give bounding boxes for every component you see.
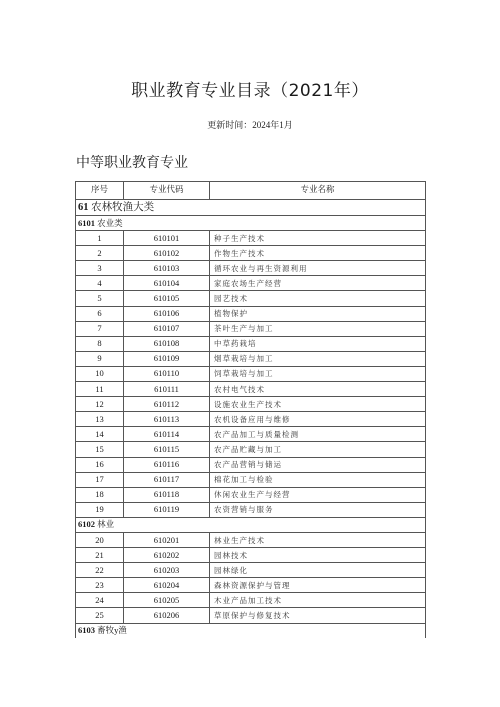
major-name: 农产品贮藏与加工: [210, 442, 426, 457]
table-row: [76, 351, 426, 366]
major-code: 610109: [124, 351, 210, 366]
major-name: 设施农业生产技术: [210, 397, 426, 412]
table-row: [76, 276, 426, 291]
major-name: 饲草栽培与加工: [210, 366, 426, 381]
major-code: 610103: [124, 261, 210, 276]
update-time: 更新时间：2024年1月: [207, 120, 293, 130]
subcategory-name: 农业类: [97, 217, 123, 228]
header-code: 专业代码: [124, 182, 210, 200]
major-code: 610113: [124, 412, 210, 427]
major-name: 园林技术: [210, 548, 426, 563]
major-name: 休闲农业生产与经营: [210, 487, 426, 502]
subcategory-name: 畜牧y渔: [97, 625, 127, 636]
table-row: [76, 593, 426, 608]
table-row: [76, 306, 426, 321]
subcategory-row: [76, 216, 426, 231]
major-name: 农资营销与服务: [210, 502, 426, 517]
major-name: 农机设备应用与维修: [210, 412, 426, 427]
table-row: [76, 382, 426, 397]
major-name: 农产品加工与质量检测: [210, 427, 426, 442]
major-name: 植物保护: [210, 306, 426, 321]
table-row: [76, 246, 426, 261]
subcategory-row: [76, 623, 426, 638]
category-row: [76, 200, 426, 216]
major-name: 棉花加工与检验: [210, 472, 426, 487]
table-row: [76, 231, 426, 246]
table-row: [76, 291, 426, 306]
major-code: 610105: [124, 291, 210, 306]
row-number: 6: [76, 306, 124, 321]
major-code: 610111: [124, 382, 210, 397]
table-row: [76, 397, 426, 412]
major-name: 园艺技术: [210, 291, 426, 306]
row-number: 7: [76, 321, 124, 336]
major-code: 610101: [124, 231, 210, 246]
row-number: 13: [76, 412, 124, 427]
header-no: 序号: [76, 182, 124, 200]
row-number: 11: [76, 382, 124, 397]
table-row: [76, 442, 426, 457]
row-number: 9: [76, 351, 124, 366]
subcategory-name: 林业: [97, 519, 115, 530]
table-body: [76, 200, 426, 638]
major-code: 610203: [124, 563, 210, 578]
row-number: 5: [76, 291, 124, 306]
major-name: 农产品营销与储运: [210, 457, 426, 472]
header-name: 专业名称: [210, 182, 426, 200]
table-row: [76, 548, 426, 563]
section-heading: 中等职业教育专业: [76, 155, 188, 171]
row-number: 19: [76, 502, 124, 517]
row-number: 14: [76, 427, 124, 442]
major-code: 610202: [124, 548, 210, 563]
major-name: 中草药栽培: [210, 336, 426, 351]
row-number: 25: [76, 608, 124, 623]
major-code: 610115: [124, 442, 210, 457]
document-title: 职业教育专业目录（2021年）: [131, 81, 369, 101]
table-row: [76, 578, 426, 593]
category-name: 农林牧渔大类: [91, 202, 155, 213]
table-row: [76, 427, 426, 442]
major-code: 610206: [124, 608, 210, 623]
major-name: 家庭农场生产经营: [210, 276, 426, 291]
table-row: [76, 563, 426, 578]
table-row: [76, 608, 426, 623]
table-row: [76, 532, 426, 547]
subcategory-code: 6103: [78, 625, 95, 636]
row-number: 12: [76, 397, 124, 412]
row-number: 15: [76, 442, 124, 457]
major-name: 茶叶生产与加工: [210, 321, 426, 336]
table-row: [76, 261, 426, 276]
major-code: 610117: [124, 472, 210, 487]
major-name: 园林绿化: [210, 563, 426, 578]
major-name: 烟草栽培与加工: [210, 351, 426, 366]
major-name: 种子生产技术: [210, 231, 426, 246]
table-row: [76, 321, 426, 336]
subcategory-row: [76, 517, 426, 532]
category-code: 61: [78, 202, 89, 213]
major-code: 610108: [124, 336, 210, 351]
subcategory-code: 6102: [78, 519, 95, 530]
row-number: 1: [76, 231, 124, 246]
major-code: 610205: [124, 593, 210, 608]
major-code: 610110: [124, 366, 210, 381]
major-code: 610112: [124, 397, 210, 412]
row-number: 21: [76, 548, 124, 563]
major-code: 610201: [124, 532, 210, 547]
major-code: 610102: [124, 246, 210, 261]
row-number: 18: [76, 487, 124, 502]
row-number: 17: [76, 472, 124, 487]
table-row: [76, 366, 426, 381]
major-name: 林业生产技术: [210, 532, 426, 547]
table-row: [76, 457, 426, 472]
row-number: 22: [76, 563, 124, 578]
table-row: [76, 412, 426, 427]
row-number: 2: [76, 246, 124, 261]
table-row: [76, 502, 426, 517]
major-code: 610104: [124, 276, 210, 291]
table-header-row: [76, 182, 426, 200]
major-code: 610118: [124, 487, 210, 502]
major-name: 作物生产技术: [210, 246, 426, 261]
row-number: 16: [76, 457, 124, 472]
major-code: 610116: [124, 457, 210, 472]
table-row: [76, 487, 426, 502]
major-name: 木业产品加工技术: [210, 593, 426, 608]
major-code: 610106: [124, 306, 210, 321]
row-number: 23: [76, 578, 124, 593]
row-number: 3: [76, 261, 124, 276]
major-name: 草原保护与修复技术: [210, 608, 426, 623]
row-number: 10: [76, 366, 124, 381]
major-name: 循环农业与再生资源利用: [210, 261, 426, 276]
row-number: 8: [76, 336, 124, 351]
major-code: 610114: [124, 427, 210, 442]
row-number: 24: [76, 593, 124, 608]
major-name: 森林资源保护与管理: [210, 578, 426, 593]
major-code: 610119: [124, 502, 210, 517]
major-code: 610204: [124, 578, 210, 593]
table-row: [76, 472, 426, 487]
subcategory-code: 6101: [78, 217, 95, 228]
major-catalog-table: [75, 181, 426, 638]
row-number: 4: [76, 276, 124, 291]
table-row: [76, 336, 426, 351]
major-code: 610107: [124, 321, 210, 336]
row-number: 20: [76, 532, 124, 547]
major-name: 农村电气技术: [210, 382, 426, 397]
